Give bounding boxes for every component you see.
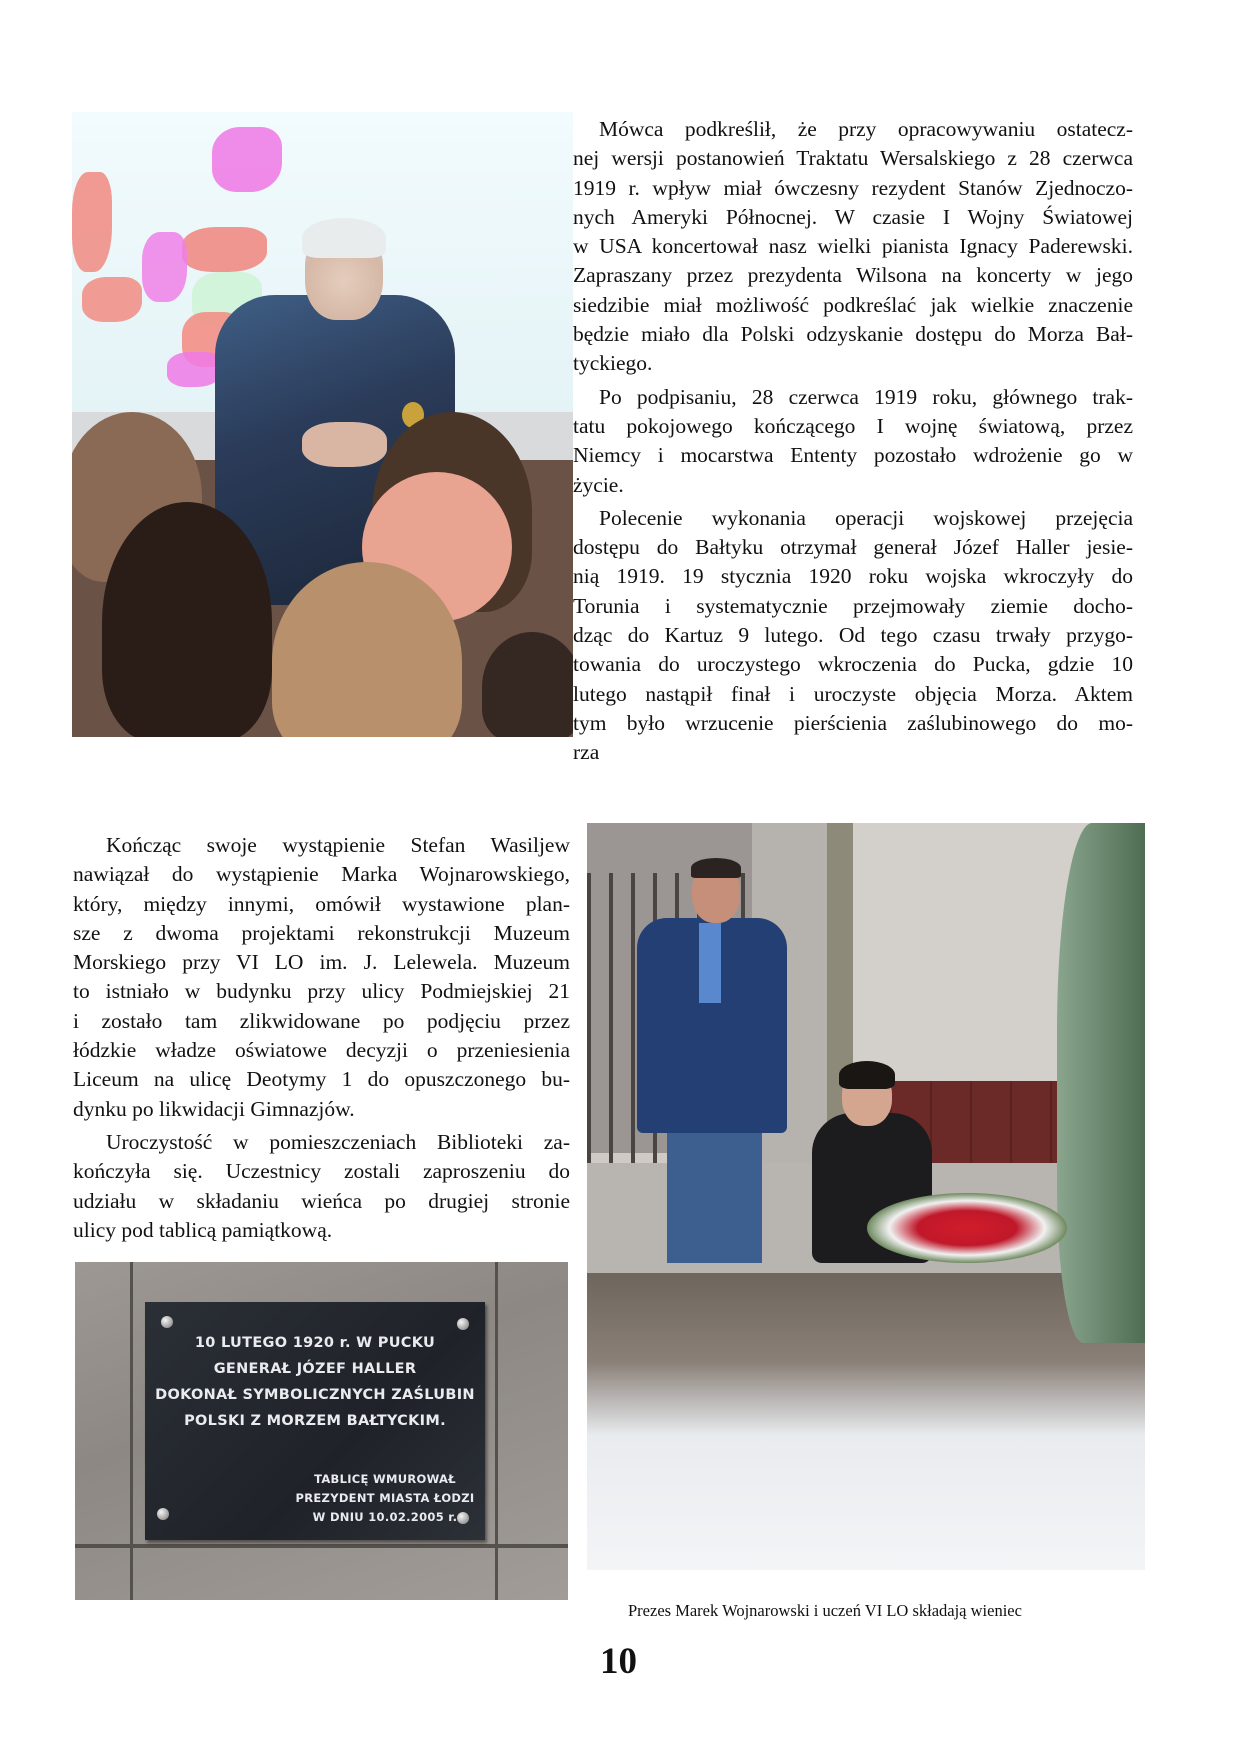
paragraph [573,504,1133,768]
page-number: 10 [600,1641,637,1682]
paragraph [73,1128,570,1245]
stone-joint [495,1262,498,1600]
man-shirt [699,923,721,1003]
text-line: tyckiego. [573,351,653,376]
snowy-ground [587,1273,1145,1570]
student-hair [839,1061,895,1089]
screw-icon [457,1318,469,1330]
text-line: będzie miało dla Polski odzyskanie dostępu do Morza Bał- [573,322,1133,347]
text-line: tym było wrzucenie pierścienia zaślubinowego do mo- [573,710,1133,735]
evergreen-tree [1057,823,1145,1343]
man-jeans [667,1123,762,1263]
wreath [867,1193,1067,1263]
stone-joint [130,1262,133,1600]
map-region [182,227,267,272]
plaque-line: GENERAŁ JÓZEF HALLER [213,1361,417,1377]
text-line: nej wersji postanowień Traktatu Wersalskiego z 28 czerwca [573,146,1133,171]
text-line: dząc do Kartuz 9 lutego. Od tego czasu trwały przygo- [573,623,1133,648]
text-line: Torunia i systematycznie przejmowały ziemie docho- [573,593,1133,618]
article-left-column [73,831,570,1245]
plaque-line: W DNIU 10.02.2005 r. [312,1510,458,1524]
text-line: Mówca podkreślił, że przy opracowywaniu ostatecz- [599,117,1133,141]
plaque-line: TABLICĘ WMUROWAŁ [314,1472,456,1486]
text-line: tatu pokojowego kończącego I wojnę światową, przez [573,413,1133,438]
paragraph [73,831,570,1124]
text-line: nych Ameryki Północnej. W czasie I Wojny Światowej [573,204,1133,229]
lecture-photo [72,112,573,737]
text-line: Po podpisaniu, 28 czerwca 1919 roku, głównego trak- [599,384,1133,409]
text-line: Morskiego przy VI LO im. J. Lelewela. Muzeum [73,950,570,975]
plaque-line: 10 LUTEGO 1920 r. W PUCKU [194,1335,436,1351]
stone-joint [75,1544,568,1548]
text-line: łódzkie władze oświatowe decyzji o przeniesienia [73,1038,570,1063]
text-line: kończyła się. Uczestnicy zostali zaproszeniu do [73,1159,570,1184]
text-line: lutego nastąpił finał i uroczyste objęcia Morza. Aktem [573,681,1133,706]
paragraph [573,115,1133,379]
text-line: udziału w składaniu wieńca po drugiej stronie [73,1188,570,1213]
audience-head [102,502,272,737]
text-line: rza [573,740,600,765]
wreath-photo [587,823,1145,1570]
text-line: Niemcy i mocarstwa Ententy pozostało wdrożenie go w [573,443,1133,468]
text-line: to istniało w budynku przy ulicy Podmiejskiej 21 [73,979,570,1004]
speaker-hair [302,218,386,258]
text-line: 1919 r. wpływ miał ówczesny rezydent Stanów Zjednoczo- [573,175,1133,200]
map-region [167,352,222,387]
photo-caption: Prezes Marek Wojnarowski i uczeń VI LO składają wieniec [628,1601,1022,1620]
text-line: życie. [573,472,624,497]
plaque-line: DOKONAŁ SYMBOLICZNYCH ZAŚLUBIN [155,1387,475,1403]
text-line: sze z dwoma projektami rekonstrukcji Muzeum [73,920,570,945]
text-line: towania do uroczystego wkroczenia do Pucka, gdzie 10 [573,652,1133,677]
map-region [142,232,187,302]
plaque-line: PREZYDENT MIASTA ŁODZI [295,1491,475,1505]
plaque-main-text [145,1330,485,1434]
text-line: dostępu do Bałtyku otrzymał generał Józef Haller jesie- [573,535,1133,560]
text-line: Polecenie wykonania operacji wojskowej przejęcia [599,505,1133,530]
text-line: siedzibie miał możliwość podkreślać jak wielkie znaczenie [573,292,1133,317]
text-line: Liceum na ulicę Deotymy 1 do opuszczonego bu- [73,1067,570,1092]
plaque-line: POLSKI Z MORZEM BAŁTYCKIM. [184,1413,446,1429]
audience-head [482,632,573,737]
text-line: Zapraszany przez prezydenta Wilsona na koncerty w jego [573,263,1133,288]
plaque-photo [75,1262,568,1600]
article-right-column [573,115,1133,768]
plaque-sub-text [295,1470,475,1527]
text-line: nawiązał do wystąpienie Marka Wojnarowskiego, [73,862,570,887]
text-line: dynku po likwidacji Gimnazjów. [73,1096,355,1121]
map-region [212,127,282,192]
screw-icon [161,1316,173,1328]
paragraph [573,383,1133,500]
map-region [82,277,142,322]
speaker-hands [302,422,387,467]
commemorative-plaque [145,1302,485,1540]
text-line: Uroczystość w pomieszczeniach Biblioteki za- [106,1129,570,1154]
text-line: który, między innymi, omówił wystawione plan- [73,891,570,916]
screw-icon [157,1508,169,1520]
text-line: i zostało tam zlikwidowane po podjęciu przez [73,1008,570,1033]
map-region [72,172,112,272]
text-line: w USA koncertował nasz wielki pianista Ignacy Paderewski. [573,234,1133,259]
man-hair [691,858,741,878]
text-line: ulicy pod tablicą pamiątkową. [73,1217,333,1242]
text-line: nią 1919. 19 stycznia 1920 roku wojska wkroczyły do [573,564,1133,589]
text-line: Kończąc swoje wystąpienie Stefan Wasiljew [106,833,570,857]
